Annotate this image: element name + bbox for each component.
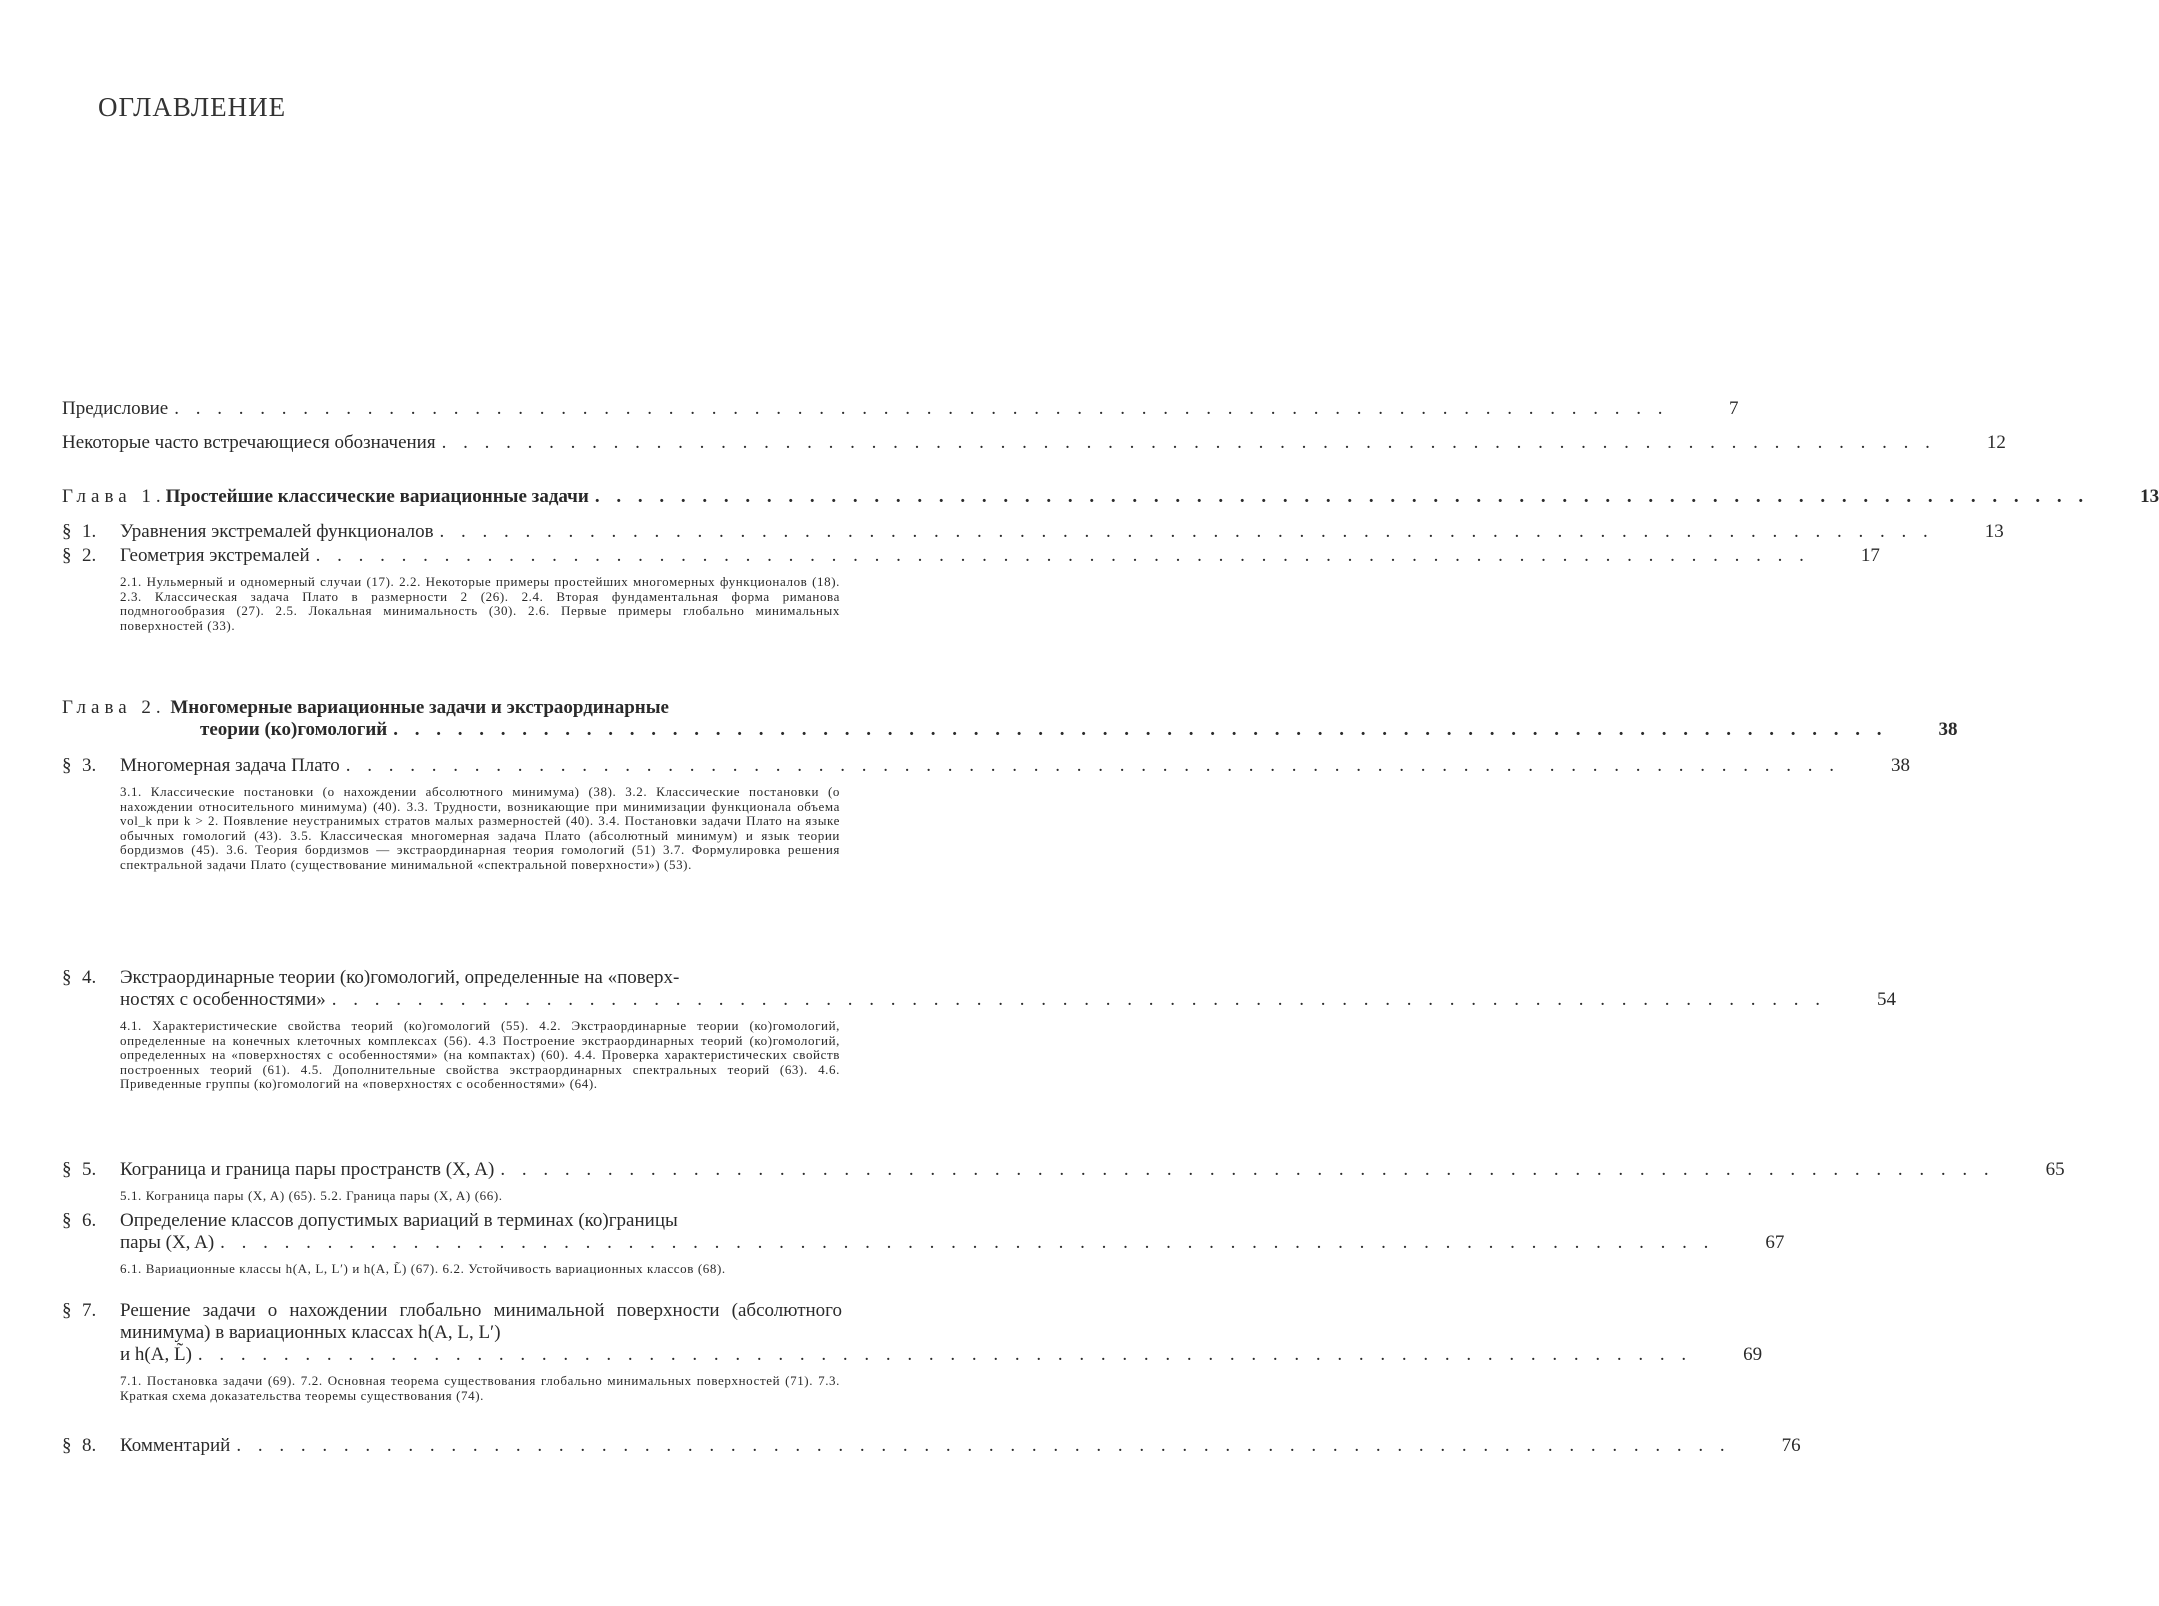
section-number: 5. [82, 1159, 97, 1180]
entry-row [62, 432, 2006, 454]
section-sign: § [62, 1159, 72, 1180]
entry-title-with-leader [62, 486, 2089, 508]
entry-title-with-leader [120, 545, 1810, 567]
entry-title: Некоторые часто встречающиеся обозначения [62, 432, 436, 453]
section-sign: § [62, 755, 72, 776]
section-sign: § [62, 521, 72, 542]
entry-row [62, 989, 1897, 1011]
entry-title-with-leader [200, 719, 1888, 741]
entry-title: Уравнения экстремалей функционалов [120, 521, 434, 542]
toc-entry[interactable] [62, 432, 2006, 454]
entry-title: Многомерная задача Плато [120, 755, 340, 776]
page-number: 7 [1728, 398, 1739, 419]
toc-entry[interactable] [62, 755, 1911, 872]
toc-entry[interactable] [62, 1300, 1763, 1403]
toc-entry[interactable] [62, 545, 1880, 633]
page-number: 76 [1781, 1435, 1801, 1456]
entry-title-with-leader [120, 989, 1826, 1011]
entry-title-with-leader [120, 1232, 1714, 1254]
section-number: 1. [82, 521, 97, 542]
page-number: 17 [1860, 545, 1880, 566]
subsection-list: 5.1. Кограница пары (X, A) (65). 5.2. Граница пары (X, A) (66). [120, 1188, 503, 1203]
entry-title-with-leader [120, 1159, 1995, 1181]
entry-title-with-leader [120, 755, 1840, 777]
dot-leader: . . . . . . . . . . . . . . . . . . . . . . . . . . . . . . . . . . . . . . . . . . . . . . . . . . . . . . . . . . . . . . . . . . . . . . [500, 1159, 1995, 1180]
entry-title-with-leader [120, 521, 1934, 543]
entry-title: Простейшие классические вариационные задачи [165, 486, 589, 507]
entry-title-with-leader [62, 432, 1936, 454]
chapter-label: Глава 2. [62, 697, 166, 718]
dot-leader: . . . . . . . . . . . . . . . . . . . . . . . . . . . . . . . . . . . . . . . . . . . . . . . . . . . . . . . . . . . . . . . . . . . . . . [345, 755, 1841, 776]
dot-leader: . . . . . . . . . . . . . . . . . . . . . . . . . . . . . . . . . . . . . . . . . . . . . . . . . . . . . . . . . . . . . . . . . . . . . . [393, 719, 1888, 740]
toc-entry[interactable] [62, 398, 1739, 420]
dot-leader: . . . . . . . . . . . . . . . . . . . . . . . . . . . . . . . . . . . . . . . . . . . . . . . . . . . . . . . . . . . . . . . . . . . . . . [441, 432, 1936, 453]
section-number: 6. [82, 1210, 97, 1231]
entry-title: теории (ко)гомологий [200, 719, 388, 740]
entry-title-line: Экстраординарные теории (ко)гомологий, определенные на «поверх- [120, 967, 680, 988]
entry-row [62, 398, 1739, 420]
section-number: 4. [82, 967, 97, 988]
dot-leader: . . . . . . . . . . . . . . . . . . . . . . . . . . . . . . . . . . . . . . . . . . . . . . . . . . . . . . . . . . . . . . . . . . . . . . [197, 1344, 1693, 1365]
entry-title: Предисловие [62, 398, 169, 419]
toc-entry[interactable] [62, 1435, 1801, 1457]
dot-leader: . . . . . . . . . . . . . . . . . . . . . . . . . . . . . . . . . . . . . . . . . . . . . . . . . . . . . . . . . . . . . . . . . . . . . . [594, 486, 2090, 507]
toc-entry[interactable] [62, 1159, 2065, 1204]
entry-title-first-line [62, 1300, 842, 1344]
entry-row [62, 1232, 1785, 1254]
entry-row [62, 521, 2004, 543]
entry-title: Комментарий [120, 1435, 231, 1456]
subsection-list: 7.1. Постановка задачи (69). 7.2. Основная теорема существования глобально минимальных поверхностей (71). 7.3. Краткая схема доказательства теоремы существования (74). [120, 1373, 840, 1403]
page-number: 38 [1891, 755, 1911, 776]
page-number: 67 [1765, 1232, 1785, 1253]
section-number: 3. [82, 755, 97, 776]
page-number: 12 [1986, 432, 2006, 453]
dot-leader: . . . . . . . . . . . . . . . . . . . . . . . . . . . . . . . . . . . . . . . . . . . . . . . . . . . . . . . . . . . . . . . . . . . . . . [174, 398, 1669, 419]
dot-leader: . . . . . . . . . . . . . . . . . . . . . . . . . . . . . . . . . . . . . . . . . . . . . . . . . . . . . . . . . . . . . . . . . . . . . . [315, 545, 1810, 566]
section-sign: § [62, 1210, 72, 1231]
entry-row [62, 755, 1911, 777]
page-number: 65 [2045, 1159, 2065, 1180]
entry-title-line: Решение задачи о нахождении глобально минимальной поверхности (абсолютного минимума) в вариационных классах h(A, L, L′) [120, 1300, 842, 1343]
page-title: ОГЛАВЛЕНИЕ [98, 92, 287, 122]
entry-row [62, 1159, 2065, 1181]
entry-title-first-line [62, 1210, 842, 1232]
section-sign: § [62, 1300, 72, 1321]
entry-row [62, 545, 1880, 567]
chapter-label: Глава 1. [62, 486, 166, 507]
subsection-list: 2.1. Нульмерный и одномерный случаи (17). 2.2. Некоторые примеры простейших многомерных функционалов (18). 2.3. Классическая задача Плато в размерности 2 (26). 2.4. Вторая фундаментальная форма риманова подмногообразия (27). 2.5. Локальная минимальность (30). 2.6. Первые примеры глобально минимальных поверхностей (33). [120, 574, 840, 633]
entry-title-line: Многомерные вариационные задачи и экстраординарные [170, 697, 669, 718]
entry-row [62, 486, 2159, 508]
page-number: 13 [2140, 486, 2159, 507]
page-number: 69 [1743, 1344, 1763, 1365]
page-number: 38 [1938, 719, 1958, 740]
entry-title: Кограница и граница пары пространств (X, A) [120, 1159, 495, 1180]
entry-title-with-leader [62, 398, 1668, 420]
entry-title: Геометрия экстремалей [120, 545, 310, 566]
dot-leader: . . . . . . . . . . . . . . . . . . . . . . . . . . . . . . . . . . . . . . . . . . . . . . . . . . . . . . . . . . . . . . . . . . . . . . [439, 521, 1934, 542]
entry-title-line: Определение классов допустимых вариаций в терминах (ко)границы [120, 1210, 678, 1231]
section-sign: § [62, 967, 72, 988]
subsection-list: 3.1. Классические постановки (о нахождении абсолютного минимума) (38). 3.2. Классические постановки (о нахождении относительного минимума) (40). 3.3. Трудности, возникающие при минимизации функционала объема vol_k при k > 2. Появление неустранимых стратов малых размерностей (40). 3.4. Постановки задачи Плато на языке обычных гомологий (43). 3.5. Классическая многомерная задача Плато (абсолютный минимум) и язык теории бордизмов (45). 3.6. Теория бордизмов — экстраординарная теория гомологий (51) 3.7. Формулировка решения спектральной задачи Плато (существование минимальной «спектральной поверхности») (53). [120, 784, 840, 872]
toc-entry[interactable] [62, 1210, 1785, 1277]
page-number: 13 [1984, 521, 2004, 542]
section-number: 2. [82, 545, 97, 566]
entry-title-first-line [62, 967, 842, 989]
subsection-list: 4.1. Характеристические свойства теорий (ко)гомологий (55). 4.2. Экстраординарные теории (ко)гомологий, определенные на конечных клеточных комплексах (56). 4.3 Построение экстраординарных теорий (ко)гомологий, определенных на «поверхностях с особенностями» (на компактах) (60). 4.4. Проверка характеристических свойств построенных теорий (61). 4.5. Дополнительные свойства экстраординарных спектральных теорий (63). 4.6. Приведенные группы (ко)гомологий на «поверхностях с особенностями» (64). [120, 1018, 840, 1091]
toc-entry[interactable] [62, 967, 1897, 1092]
dot-leader: . . . . . . . . . . . . . . . . . . . . . . . . . . . . . . . . . . . . . . . . . . . . . . . . . . . . . . . . . . . . . . . . . . . . . . [220, 1232, 1715, 1253]
toc-entry[interactable] [62, 521, 2004, 543]
section-sign: § [62, 545, 72, 566]
section-number: 8. [82, 1435, 97, 1456]
entry-title: и h(A, L̃) [120, 1344, 192, 1365]
entry-title: пары (X, A) [120, 1232, 215, 1253]
section-number: 7. [82, 1300, 97, 1321]
dot-leader: . . . . . . . . . . . . . . . . . . . . . . . . . . . . . . . . . . . . . . . . . . . . . . . . . . . . . . . . . . . . . . . . . . . . . . [236, 1435, 1731, 1456]
entry-title-with-leader [120, 1435, 1731, 1457]
entry-title: ностях с особенностями» [120, 989, 326, 1010]
toc-entry[interactable] [62, 486, 2159, 508]
page-number: 54 [1877, 989, 1897, 1010]
entry-title-first-line [62, 697, 842, 719]
entry-row [62, 1435, 1801, 1457]
subsection-list: 6.1. Вариационные классы h(A, L, L′) и h(A, L̃) (67). 6.2. Устойчивость вариационных классов (68). [120, 1261, 726, 1276]
toc-entry[interactable] [62, 697, 1958, 741]
entry-row [62, 1344, 1763, 1366]
dot-leader: . . . . . . . . . . . . . . . . . . . . . . . . . . . . . . . . . . . . . . . . . . . . . . . . . . . . . . . . . . . . . . . . . . . . . . [331, 989, 1827, 1010]
entry-row [62, 719, 1958, 741]
section-sign: § [62, 1435, 72, 1456]
entry-title-with-leader [120, 1344, 1692, 1366]
